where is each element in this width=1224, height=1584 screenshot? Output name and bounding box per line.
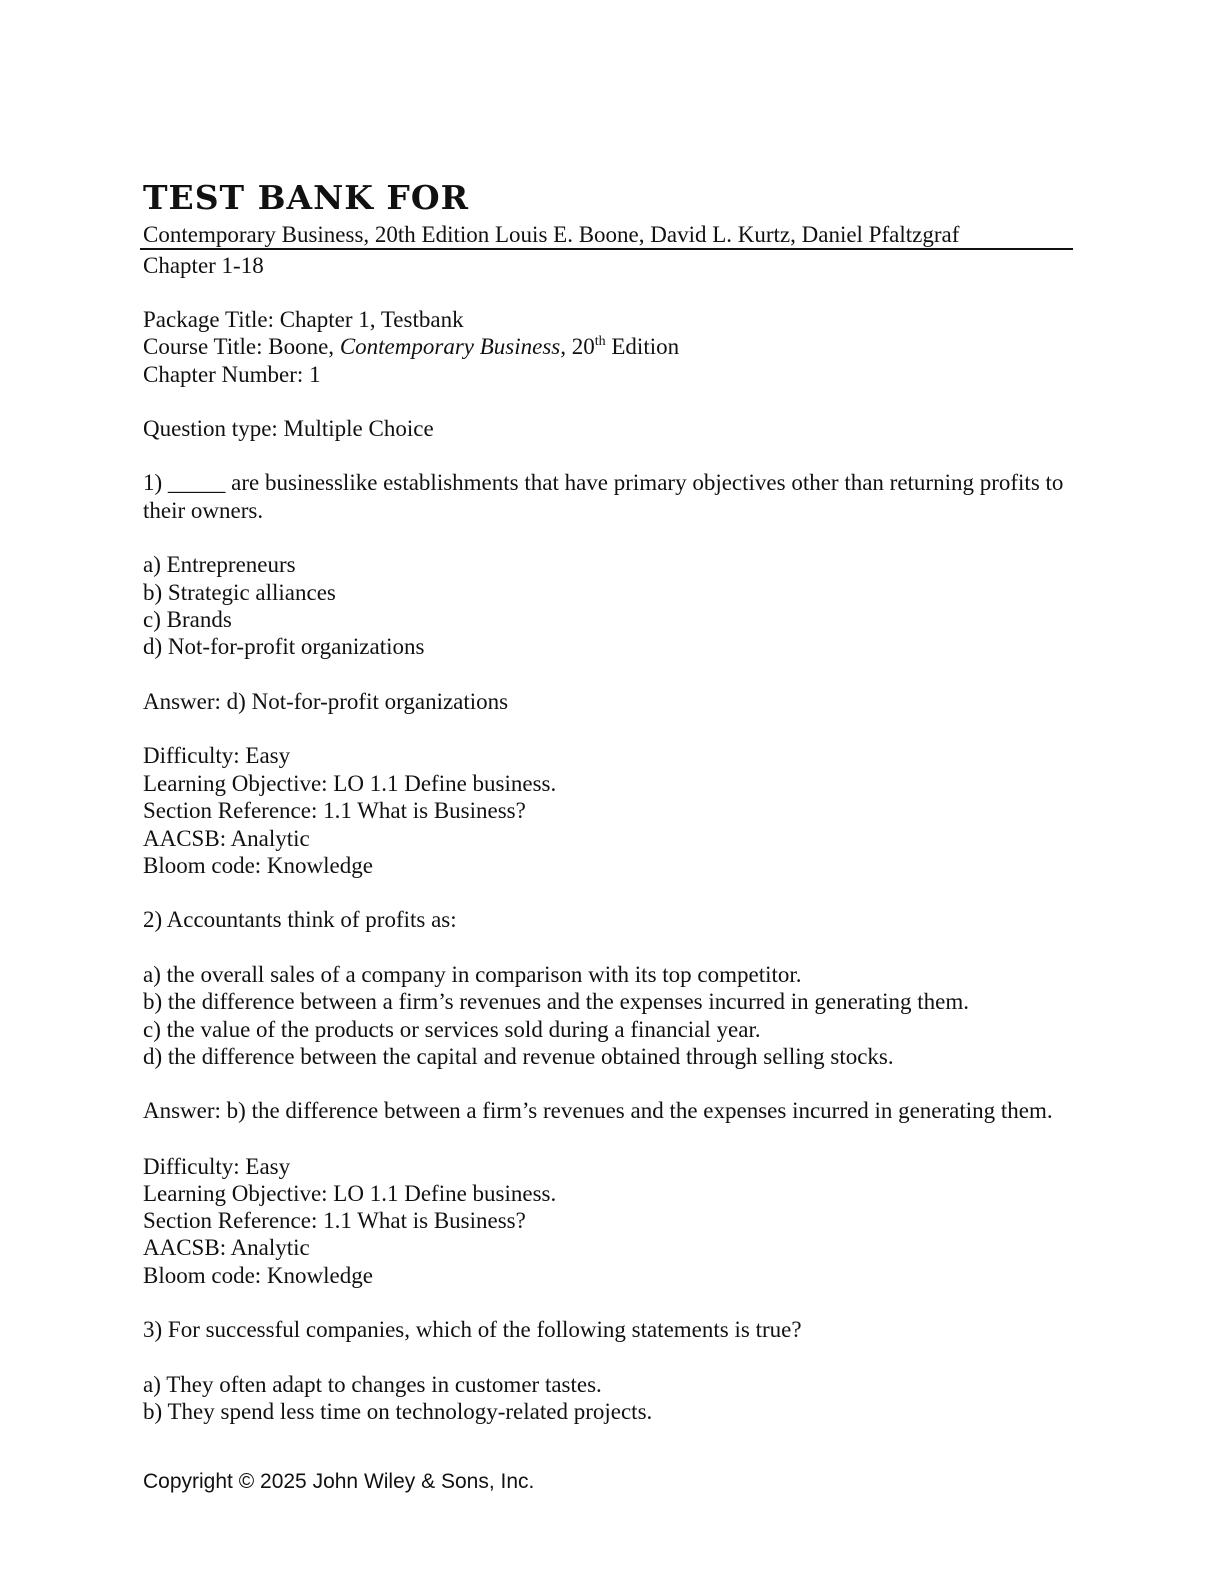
course-edition-ordinal: th [594, 334, 606, 349]
course-title-book: Contemporary Business, [339, 334, 566, 359]
question-2-difficulty: Difficulty: Easy [143, 1154, 291, 1179]
question-3-stem: 3) For successful companies, which of the following statements is true? [143, 1317, 802, 1342]
header-rule [140, 248, 1073, 250]
question-2-stem: 2) Accountants think of profits as: [143, 907, 457, 932]
package-title: Package Title: Chapter 1, Testbank [143, 307, 464, 332]
question-1-option-a: a) Entrepreneurs [143, 552, 296, 577]
question-1-option-c: c) Brands [143, 607, 232, 632]
question-1-option-b: b) Strategic alliances [143, 580, 336, 605]
question-2-option-b: b) the difference between a firm’s revenues and the expenses incurred in generating them. [143, 989, 969, 1014]
question-1-stem: 1) _____ are businesslike establishments that have primary objectives other than returning profits to their owners. [143, 470, 1064, 523]
question-2-section-reference: Section Reference: 1.1 What is Business? [143, 1208, 526, 1233]
question-2-aacsb: AACSB: Analytic [143, 1235, 310, 1260]
question-3-option-b: b) They spend less time on technology-related projects. [143, 1399, 653, 1424]
question-3-option-a: a) They often adapt to changes in customer tastes. [143, 1372, 602, 1397]
copyright-footer: Copyright © 2025 John Wiley & Sons, Inc. [143, 1470, 535, 1493]
question-2-option-d: d) the difference between the capital and revenue obtained through selling stocks. [143, 1044, 894, 1069]
course-edition-number: 20 [571, 334, 595, 359]
chapter-range: Chapter 1-18 [143, 253, 264, 278]
course-title-prefix: Course Title: Boone, [143, 334, 340, 359]
question-1-aacsb: AACSB: Analytic [143, 826, 310, 851]
question-1-answer: Answer: d) Not-for-profit organizations [143, 689, 509, 714]
question-2-answer: Answer: b) the difference between a firm’s revenues and the expenses incurred in generating them. [143, 1098, 1053, 1123]
question-1-option-d: d) Not-for-profit organizations [143, 634, 425, 659]
question-1-difficulty: Difficulty: Easy [143, 743, 291, 768]
book-citation: Contemporary Business, 20th Edition Louis E. Boone, David L. Kurtz, Daniel Pfaltzgraf [143, 222, 960, 247]
chapter-number: Chapter Number: 1 [143, 362, 321, 387]
course-title [143, 333, 679, 360]
question-type: Question type: Multiple Choice [143, 416, 434, 441]
question-2-option-a: a) the overall sales of a company in comparison with its top competitor. [143, 962, 802, 987]
question-2-option-c: c) the value of the products or services sold during a financial year. [143, 1017, 761, 1042]
question-1-bloom-code: Bloom code: Knowledge [143, 853, 373, 878]
course-edition-label: Edition [611, 334, 680, 359]
document-title: TEST BANK FOR [143, 178, 470, 217]
question-1-section-reference: Section Reference: 1.1 What is Business? [143, 798, 526, 823]
question-2-bloom-code: Bloom code: Knowledge [143, 1263, 373, 1288]
question-1-learning-objective: Learning Objective: LO 1.1 Define business. [143, 771, 557, 796]
question-2-learning-objective: Learning Objective: LO 1.1 Define business. [143, 1181, 557, 1206]
